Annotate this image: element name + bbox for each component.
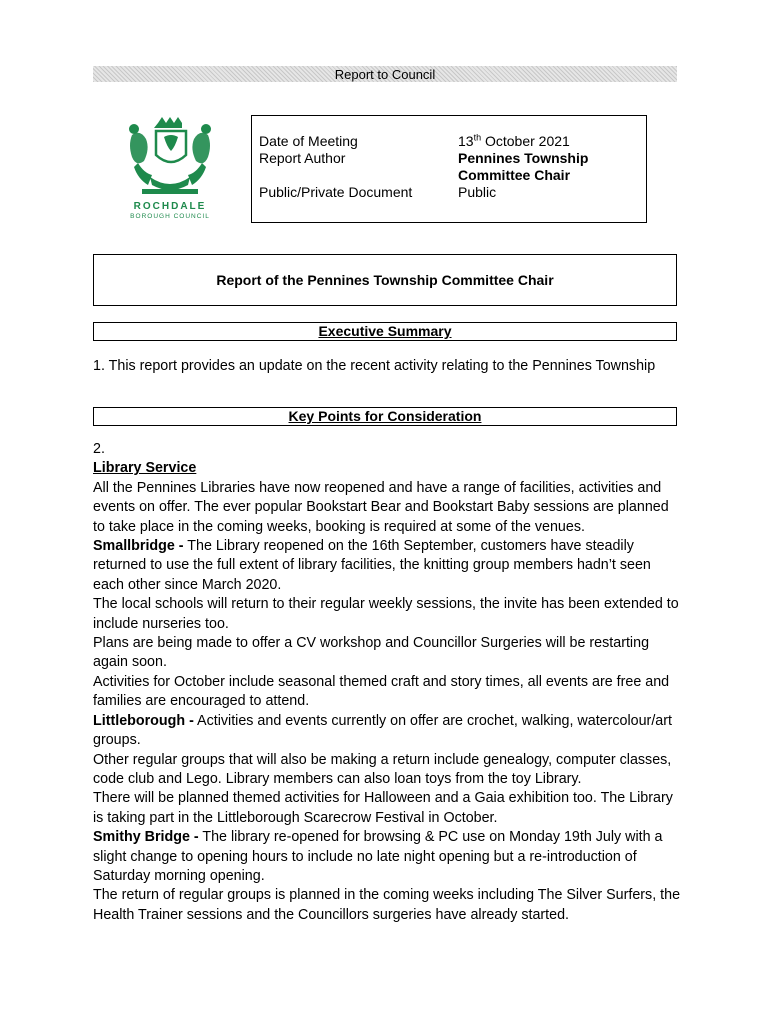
report-header-title: Report to Council bbox=[334, 67, 436, 82]
report-title-box bbox=[93, 254, 677, 306]
section-number: 2. bbox=[93, 441, 105, 457]
logo-council-name: ROCHDALE bbox=[133, 201, 207, 212]
document-type-label: Public/Private Document bbox=[259, 184, 413, 200]
report-title: Report of the Pennines Township Committee Chair bbox=[216, 272, 554, 288]
report-header-bar bbox=[93, 66, 677, 82]
smallbridge-october-paragraph: Activities for October include seasonal themed craft and story times, all events are free and families are encouraged to attend. bbox=[93, 673, 670, 710]
smallbridge-schools-paragraph: The local schools will return to their regular weekly sessions, the invite has been extended to include nurseries too. bbox=[93, 596, 679, 632]
smithy-bridge-groups-paragraph: The return of regular groups is planned in the coming weeks including The Silver Surfers, the Health Trainer sessions and the Councillors surgeries have already started. bbox=[93, 887, 681, 923]
library-intro-paragraph: All the Pennines Libraries have now reopened and have a range of facilities, activities and events on offer. The ever popular Bookstart Bear and Bookstart Baby sessions are planned to take place in the coming weeks, booking is required at some of the venues. bbox=[93, 479, 669, 535]
logo-council-sub: BOROUGH COUNCIL bbox=[130, 213, 210, 220]
smithy-bridge-paragraph: Smithy Bridge - The library re-opened for browsing & PC use on Monday 19th July with a slight change to opening hours to include no late night opening but a re-introduction of Saturday morning opening. bbox=[93, 829, 663, 884]
date-value: 13th October 2021 bbox=[458, 132, 570, 149]
executive-summary-heading: Executive Summary bbox=[93, 322, 677, 341]
coat-of-arms-icon bbox=[120, 115, 220, 201]
library-service-heading: Library Service bbox=[93, 460, 197, 477]
author-value: Pennines Township Committee Chair bbox=[458, 150, 589, 183]
date-label: Date of Meeting bbox=[259, 133, 358, 149]
key-points-body bbox=[93, 440, 683, 925]
littleborough-paragraph: Littleborough - Activities and events currently on offer are crochet, walking, watercolour/art groups. bbox=[93, 712, 672, 749]
key-points-heading: Key Points for Consideration bbox=[93, 407, 677, 426]
executive-summary-text: 1. This report provides an update on the recent activity relating to the Pennines Township bbox=[93, 358, 656, 374]
littleborough-halloween-paragraph: There will be planned themed activities for Halloween and a Gaia exhibition too. The Library is taking part in the Littleborough Scarecrow Festival in October. bbox=[93, 790, 673, 826]
author-label: Report Author bbox=[259, 150, 346, 166]
meeting-details-box bbox=[251, 115, 647, 223]
rochdale-council-logo bbox=[120, 115, 220, 225]
smallbridge-paragraph: Smallbridge - The Library reopened on the 16th September, customers have steadily returned to use the full extent of library facilities, the knitting group members hadn’t seen each other since March 2020. bbox=[93, 538, 651, 593]
littleborough-groups-paragraph: Other regular groups that will also be making a return include genealogy, computer classes, code club and Lego. Library members can also loan toys from the toy Library. bbox=[93, 751, 672, 787]
document-type-value: Public bbox=[458, 184, 497, 200]
smallbridge-cv-paragraph: Plans are being made to offer a CV workshop and Councillor Surgeries will be restarting again soon. bbox=[93, 635, 650, 671]
